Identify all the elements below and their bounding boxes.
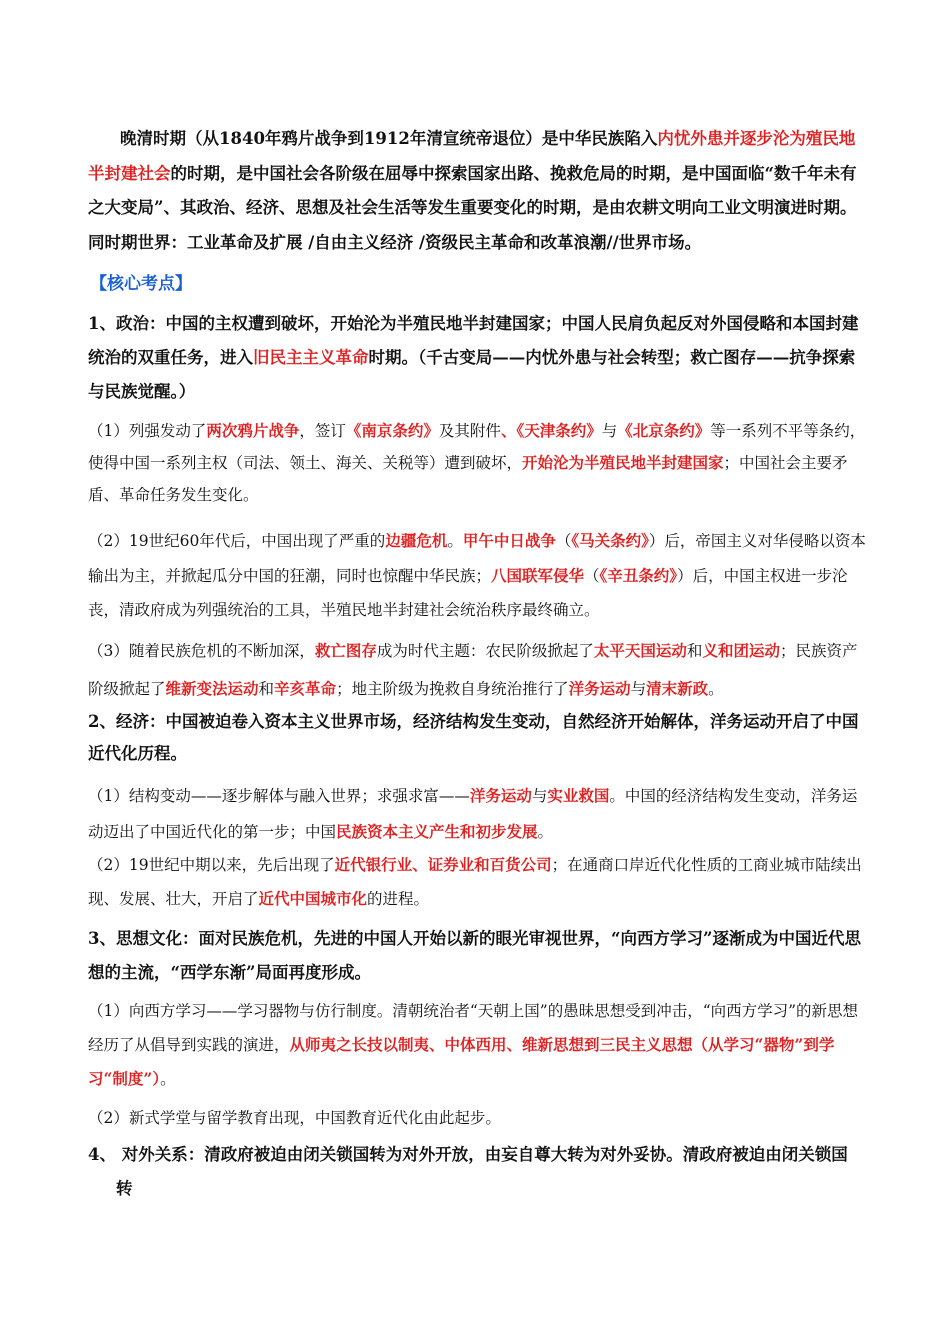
text: ）后，中国主权进一步沦丧，清政府成为列强统治的工具，半殖民地半封建社会统治秩序最终确立。 [88,566,848,619]
text: （1）列强发动了 [88,422,207,440]
text: （1）向西方学习——学习器物与仿行制度。清朝统治者“天朝上国”的愚昧思想受到冲击，“向西方学习”的新思想经历了从倡导到实践的演进， [88,1002,859,1054]
highlight: 甲午中日战争 [462,531,556,550]
text: （2）19世纪中期以来，先后出现了 [88,856,335,874]
text: ）后，帝国主义对华侵略以资本输出为主，并掀起瓜分中国的狂潮，同时也惊醒中华民族； [88,532,866,585]
text: 。中国的经济结构发生变动，洋务运动迈出了中国近代化的第一步；中国 [88,787,858,841]
highlight: 维新变法运动 [165,679,259,698]
text: 等一系列不平等条约，使得中国一系列主权（司法、领土、海关、关税等）遭到破坏， [88,422,866,472]
section-1-highlight: 旧民主主义革命 [253,348,369,367]
section-2-economy [88,706,868,770]
politics-point-3 [88,632,868,708]
text: （1）结构变动——逐步解体与融入世界；求强求富—— [88,787,470,805]
core-points-heading: 【核心考点】 [90,274,192,294]
highlight: 《辛丑条约》 [599,565,678,585]
highlight: 《马关条约》 [571,531,649,550]
text: 。 [447,532,463,550]
text: ；民族资产阶级掀起了 [88,642,858,698]
highlight: 实业救国 [547,786,610,805]
text: （3）随着民族危机的不断加深， [88,642,315,660]
text: ，签订 [299,422,346,440]
thought-point-2 [88,1102,868,1134]
text: （2）19世纪60年代后，中国出现了严重的 [88,532,386,550]
highlight: 辛亥革命 [274,679,337,698]
text: 。 [708,680,724,698]
text: 。 [537,823,554,841]
text: 和 [258,680,275,698]
text: 与 [601,422,618,440]
highlight: 从师夷之长技以制夷、中体西用、维新思想到三民主义思想（从学习“器物”到学习“制度”） [88,1035,835,1088]
economy-point-1 [88,778,868,850]
text: 和 [686,642,703,660]
text: 。 [160,1070,176,1088]
highlight: 八国联军侵华 [491,565,585,585]
text: （ [555,532,572,550]
section-1-politics [88,307,868,409]
section-1-text-2: 时期。（千古变局——内忧外患与社会转型；救亡图存——抗争探索与民族觉醒。） [88,348,856,401]
thought-point-1 [88,994,868,1096]
section-3-text: 3、思想文化：面对民族危机，先进的中国人开始以新的眼光审视世界，“向西方学习”逐渐成为中国近代思想的主流，“西学东渐”局面再度形成。 [88,929,861,982]
politics-point-1 [88,415,868,511]
politics-point-2 [88,524,868,628]
highlight: 义和团运动 [702,641,780,660]
highlight: 、《天津条约》 [500,421,602,440]
text: （ [584,566,600,585]
highlight: 近代银行业、证券业和百货公司 [334,855,552,874]
text: ；中国社会主要矛盾、革命任务发生变化。 [88,454,848,504]
intro-paragraph [88,122,868,260]
highlight: 太平天国运动 [593,641,687,660]
highlight: 近代中国城市化 [258,889,368,908]
highlight: 洋务运动 [568,679,631,698]
text: （2）新式学堂与留学教育出现，中国教育近代化由此起步。 [88,1109,501,1127]
section-4-foreign-relations [88,1138,868,1206]
highlight: 边疆危机 [385,531,448,550]
text: ；地主阶级为挽救自身统治推行了 [336,680,569,698]
intro-text: 晚清时期（从1840年鸦片战争到1912年清宣统帝退位）是中华民族陷入 [120,129,658,148]
highlight: 洋务运动 [469,786,532,805]
intro-highlight: 内忧外患并逐步沦为殖民地半封建社会 [88,129,856,183]
highlight: 《南京条约》 [345,421,439,440]
section-1-text: 1、政治：中国的主权遭到破坏，开始沦为半殖民地半封建国家；中国人民肩负起反对外国侵略和本国封建统治的双重任务，进入 [88,314,859,367]
highlight: 两次鸦片战争 [206,421,300,440]
text: 的进程。 [367,890,430,908]
highlight: 开始沦为半殖民地半封建国家 [522,453,724,472]
section-4-text: 4、 对外关系：清政府被迫由闭关锁国转为对外开放，由妄自尊大转为对外妥协。清政府被迫由闭关锁国 [88,1145,848,1164]
intro-text-2: 的时期，是中国社会各阶级在屈辱中探索国家出路、挽救危局的时期，是中国面临“数千年未有之大变局”、其政治、经济、思想及社会生活等发生重要变化的时期，是由农耕文明向工业文明演进时期。同时期世界：工业革命及扩展 /自由主义经济 /资级民主革命和改革浪潮//世界市场。 [88,163,857,252]
text: 及其附件 [438,422,501,440]
highlight: 清末新政 [646,679,709,698]
section-2-text: 2、经济：中国被迫卷入资本主义世界市场，经济结构发生变动，自然经济开始解体，洋务运动开启了中国近代化历程。 [88,712,859,763]
text: 成为时代主题：农民阶级掀起了 [376,642,594,660]
highlight: 救亡图存 [314,641,377,660]
text: 与 [630,680,647,698]
text: 与 [531,787,548,805]
highlight: 民族资本主义产生和初步发展 [336,822,538,841]
section-3-thought-culture [88,922,868,990]
economy-point-2 [88,848,868,916]
section-4-text-2: 转 [116,1179,133,1198]
highlight: 《北京条约》 [617,421,711,440]
text: ；在通商口岸近代化性质的工商业城市陆续出现、发展、壮大，开启了 [88,856,862,908]
